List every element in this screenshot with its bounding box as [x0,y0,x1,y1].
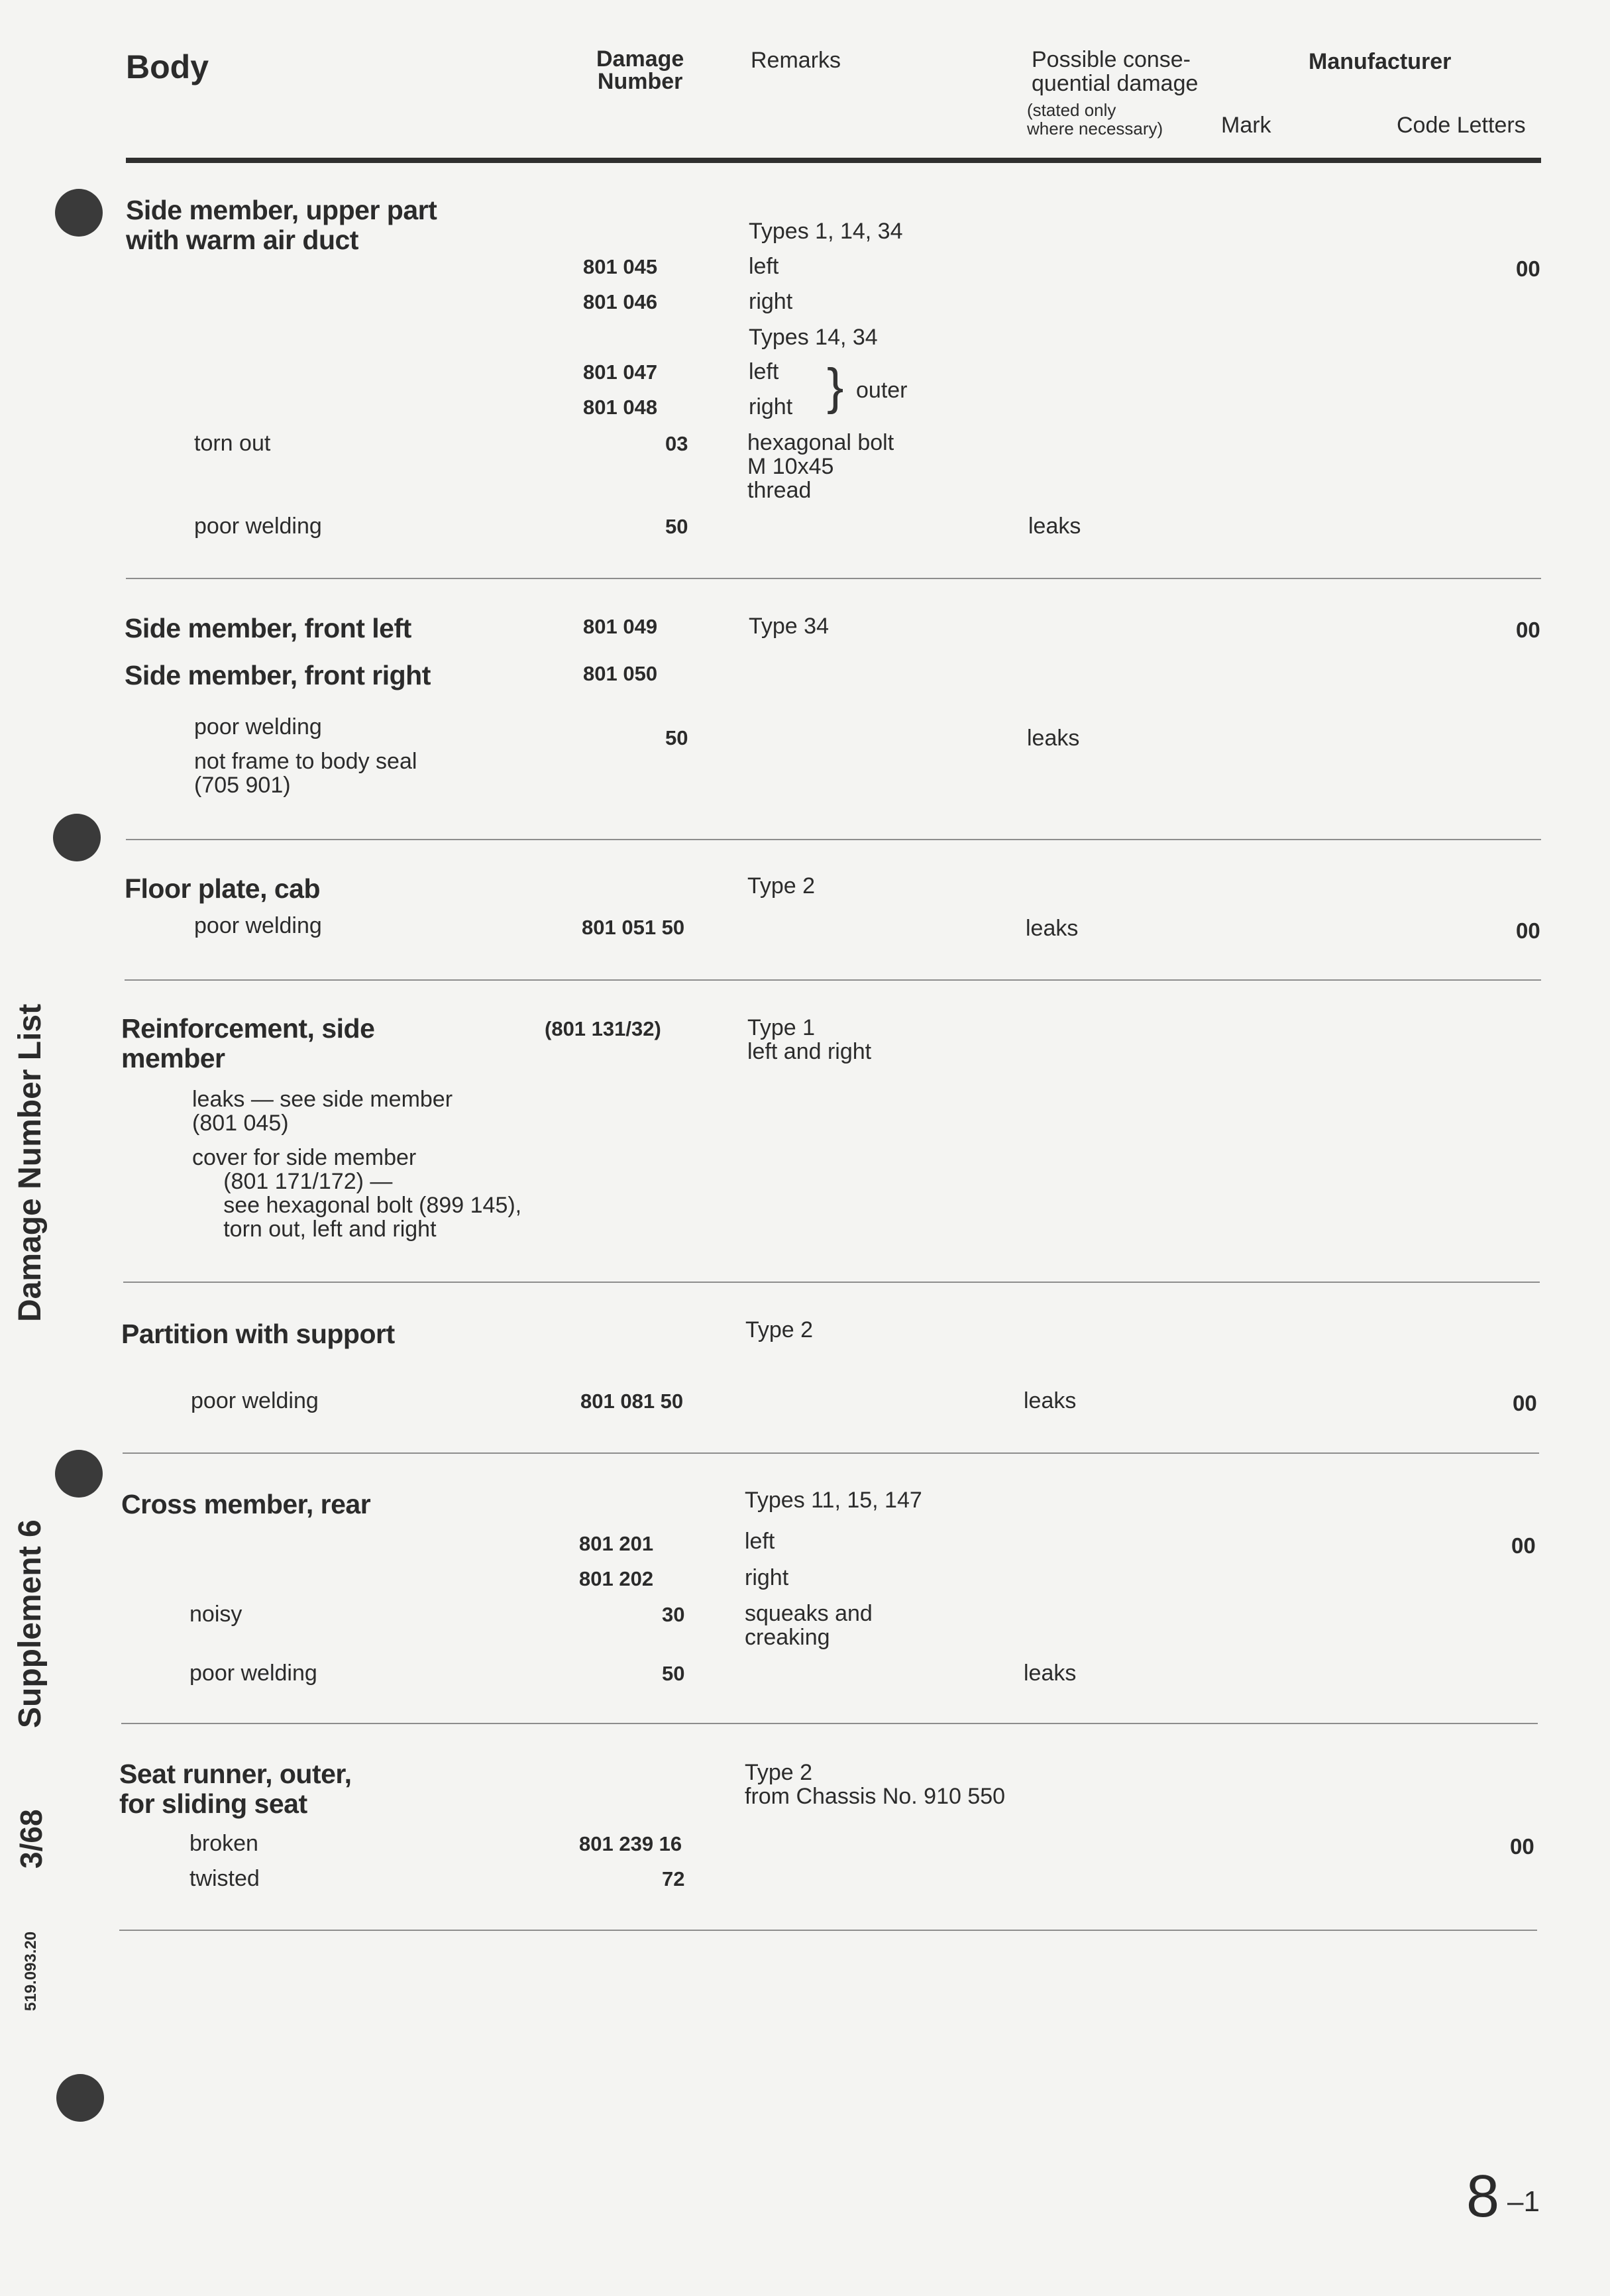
sidebar-date: 3/68 [14,1809,48,1869]
damage-number: 50 [665,515,688,538]
remark: right [749,394,793,419]
sidebar-supplement: Supplement 6 [13,1519,48,1728]
col-remarks: Remarks [751,48,841,73]
page-number: 8 [1466,2163,1500,2230]
remark: hexagonal bolt M 10x45 thread [747,430,894,503]
remark: Type 2 [747,873,816,899]
damage-number: 801 048 [583,396,658,419]
damage-number: 801 239 16 [579,1832,682,1855]
remark: Type 2 [745,1317,814,1342]
damage-type: broken [189,1831,258,1856]
remark: left [749,254,779,279]
damage-type: poor welding [194,714,322,739]
divider [126,578,1541,579]
damage-number: 801 050 [583,662,658,685]
col-mark: Mark [1221,113,1271,138]
consequential-damage: leaks [1028,514,1081,539]
damage-number: 03 [665,432,688,455]
code-letters: 00 [1516,618,1540,642]
code-letters: 00 [1510,1834,1534,1859]
consequential-damage: leaks [1027,726,1080,751]
damage-number: 801 047 [583,360,658,384]
damage-number: 801 049 [583,615,658,638]
damage-number: 801 051 50 [582,916,685,939]
entry-title: Side member, front left [125,613,411,643]
damage-type: twisted [189,1866,260,1891]
code-letters: 00 [1513,1391,1537,1415]
damage-number: (801 131/32) [545,1017,661,1040]
punch-hole [53,814,101,861]
damage-type: poor welding [194,514,322,539]
damage-type: poor welding [189,1661,317,1686]
remark: Type 2 from Chassis No. 910 550 [745,1760,1006,1809]
punch-hole [56,2074,104,2122]
sidebar-ref: 519.093.20 [22,1931,40,2011]
divider [123,1452,1539,1454]
damage-type: noisy [189,1602,242,1627]
header-rule [126,158,1541,163]
col-manufacturer: Manufacturer [1309,49,1452,74]
damage-number: 801 045 [583,255,658,278]
entry-title: Floor plate, cab [125,873,320,904]
damage-number: 30 [662,1603,685,1626]
divider [119,1930,1537,1931]
col-damage-number: Damage Number [596,46,684,94]
remark: right [749,289,793,314]
damage-type: poor welding [194,913,322,938]
remark: right [745,1565,789,1590]
punch-hole [55,1450,103,1498]
remark: Type 1 left and right [747,1015,872,1064]
page-number-suffix: –1 [1507,2185,1540,2218]
damage-number: 801 046 [583,290,658,313]
divider [125,979,1541,981]
entry-title: Reinforcement, side member [121,1013,375,1073]
damage-type: cover for side member (801 171/172) — see hexagonal bolt (899 145), torn out, left and right [192,1145,522,1242]
remark: squeaks and creaking [745,1601,873,1650]
remark: outer [856,378,908,403]
entry-title: Side member, upper part with warm air duct [126,195,437,255]
consequential-damage: leaks [1024,1388,1077,1413]
remark: left [745,1529,775,1554]
remark: left [749,359,779,384]
damage-number: 50 [665,726,688,749]
entry-title: Cross member, rear [121,1489,371,1519]
remark: Type 34 [749,614,829,639]
code-letters: 00 [1516,256,1540,281]
col-stated-only: (stated only where necessary) [1027,100,1163,138]
punch-hole [55,189,103,237]
entry-title: Side member, front right [125,660,431,690]
damage-type: torn out [194,431,271,456]
brace: } [827,358,844,415]
remark: Types 1, 14, 34 [749,219,903,244]
damage-number: 801 081 50 [580,1390,684,1413]
remark: Types 11, 15, 147 [745,1488,922,1513]
divider [123,1282,1540,1283]
damage-number: 801 202 [579,1567,654,1590]
code-letters: 00 [1516,918,1540,943]
section-title: Body [126,48,209,85]
damage-type: not frame to body seal (705 901) [194,749,417,798]
damage-number: 72 [662,1867,685,1890]
col-possible-damage: Possible conse- quential damage [1032,47,1199,96]
code-letters: 00 [1511,1533,1536,1558]
sidebar-list-title: Damage Number List [13,1003,48,1322]
col-code-letters: Code Letters [1397,113,1526,138]
damage-number: 50 [662,1662,685,1685]
divider [121,1723,1538,1724]
damage-type: leaks — see side member (801 045) [192,1087,453,1136]
damage-type: poor welding [191,1388,319,1413]
divider [126,839,1541,840]
entry-title: Seat runner, outer, for sliding seat [119,1759,352,1819]
consequential-damage: leaks [1026,916,1079,941]
damage-number: 801 201 [579,1532,654,1555]
consequential-damage: leaks [1024,1661,1077,1686]
entry-title: Partition with support [121,1319,395,1349]
remark: Types 14, 34 [749,325,878,350]
